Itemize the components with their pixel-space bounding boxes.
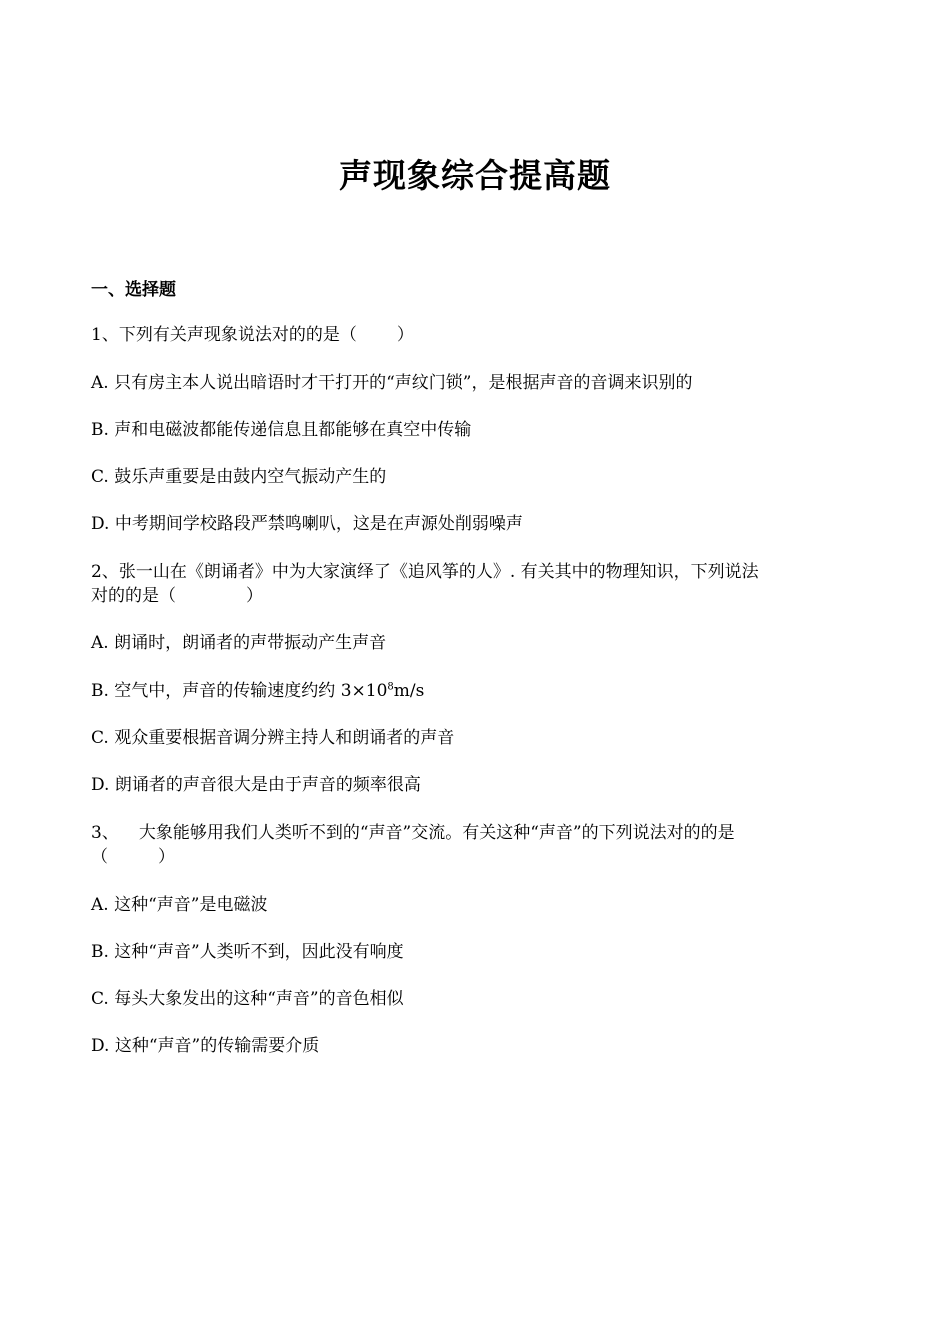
question-1-option-c: C. 鼓乐声重要是由鼓内空气振动产生的 [91,467,387,487]
question-2-stem-line2 [91,584,861,609]
question-2-option-b [91,679,861,704]
question-3-option-c: C. 每头大象发出的这种“声音”的音色相似 [91,989,404,1009]
question-1-option-b: B. 声和电磁波都能传递信息且都能够在真空中传输 [91,420,472,440]
question-2-stem-line1: 2、张一山在《朗诵者》中为大家演绎了《追风筝的人》. 有关其中的物理知识，下列说法 [91,562,759,582]
question-2-option-d: D. 朗诵者的声音很大是由于声音的频率很高 [91,775,421,795]
question-2-option-a: A. 朗诵时，朗诵者的声带振动产生声音 [91,633,387,653]
question-3-stem-line1 [91,821,861,846]
question-2-option-c: C. 观众重要根据音调分辨主持人和朗诵者的声音 [91,728,455,748]
question-1-stem-text: 1、下列有关声现象说法对的的是（ [91,325,357,345]
question-3-stem-line2 [91,845,861,870]
question-1-option-d: D. 中考期间学校路段严禁鸣喇叭，这是在声源处削弱噪声 [91,514,523,534]
question-3-option-b: B. 这种“声音”人类听不到，因此没有响度 [91,942,404,962]
question-1-option-a: A. 只有房主本人说出暗语时才干打开的“声纹门锁”，是根据声音的音调来识别的 [91,373,693,393]
question-2-option-b-text: B. 空气中，声音的传输速度约约 3×10 [91,681,388,701]
question-3-option-d: D. 这种“声音”的传输需要介质 [91,1036,320,1056]
question-3-stem-line2-text: （ [91,847,108,867]
question-2-stem-line2-text: 对的的是（ [91,586,176,606]
section-heading: 一、选择题 [91,280,176,300]
question-3-stem-line1-text: 大象能够用我们人类听不到的“声音”交流。有关这种“声音”的下列说法对的的是 [138,823,735,843]
question-3-number: 3、 [91,823,119,843]
exponent: 8 [387,681,394,693]
question-2-stem-close: ） [246,586,263,606]
question-3-stem-close: ） [158,847,175,867]
question-1-stem [91,323,861,348]
unit: m/s [393,681,425,701]
question-3-option-a: A. 这种“声音”是电磁波 [91,895,268,915]
question-1-stem-close: ） [396,325,414,345]
page-title: 声现象综合提高题 [339,156,611,195]
